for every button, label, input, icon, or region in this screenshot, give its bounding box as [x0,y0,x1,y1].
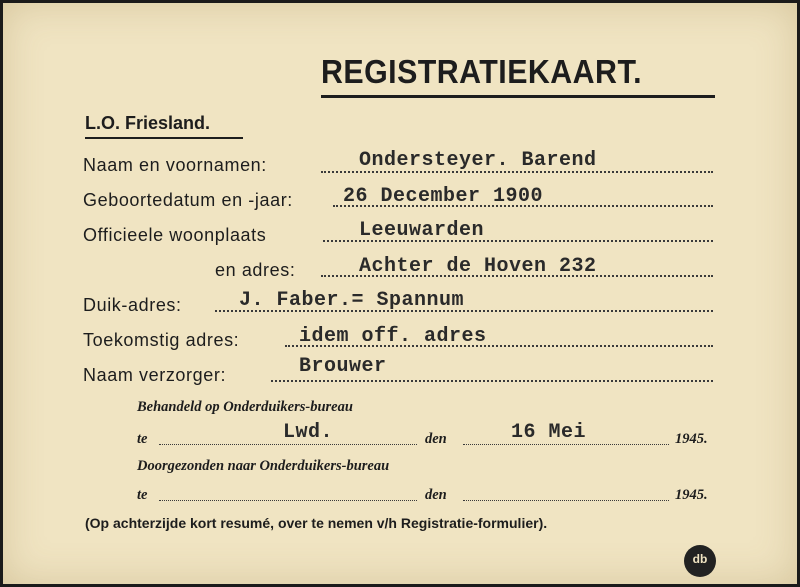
caretaker-dots [271,380,713,382]
processed-heading: Behandeld op Onderduikers-bureau [137,399,353,415]
caretaker-value: Brouwer [299,355,387,378]
organisation-underline [85,137,243,139]
future-address-label: Toekomstig adres: [83,330,240,350]
forwarded-te-dots [159,500,417,501]
processed-year: 1945. [675,431,708,447]
processed-te-label: te [137,431,148,447]
printer-logo: db [684,545,716,577]
forwarded-year: 1945. [675,487,708,503]
processed-te-value: Lwd. [283,421,334,444]
forwarded-te-label: te [137,487,148,503]
residence-value: Leeuwarden [359,219,485,242]
name-value: Ondersteyer. Barend [359,149,597,172]
birthdate-label: Geboortedatum en -jaar: [83,190,293,210]
future-address-value: idem off. adres [299,325,487,348]
hiding-address-label: Duik-adres: [83,295,182,315]
name-label: Naam en voornamen: [83,155,267,175]
processed-den-value: 16 Mei [511,421,587,444]
caretaker-label: Naam verzorger: [83,365,227,385]
card-title: REGISTRATIEKAART. [321,53,642,90]
birthdate-value: 26 December 1900 [343,185,544,208]
forwarded-den-dots [463,500,669,501]
processed-te-dots [159,444,417,445]
title-underline [321,95,715,98]
hiding-address-value: J. Faber.= Spannum [239,289,465,312]
address-label: en adres: [215,260,296,280]
footnote: (Op achterzijde kort resumé, over te nemen v/h Registratie-formulier). [85,515,548,531]
forwarded-heading: Doorgezonden naar Onderduikers-bureau [137,458,390,474]
residence-label: Officieele woonplaats [83,225,267,245]
address-value: Achter de Hoven 232 [359,255,597,278]
forwarded-den-label: den [425,487,447,503]
registration-card [3,3,797,584]
processed-den-label: den [425,431,447,447]
organisation-label: L.O. Friesland. [85,113,211,133]
processed-den-dots [463,444,669,445]
